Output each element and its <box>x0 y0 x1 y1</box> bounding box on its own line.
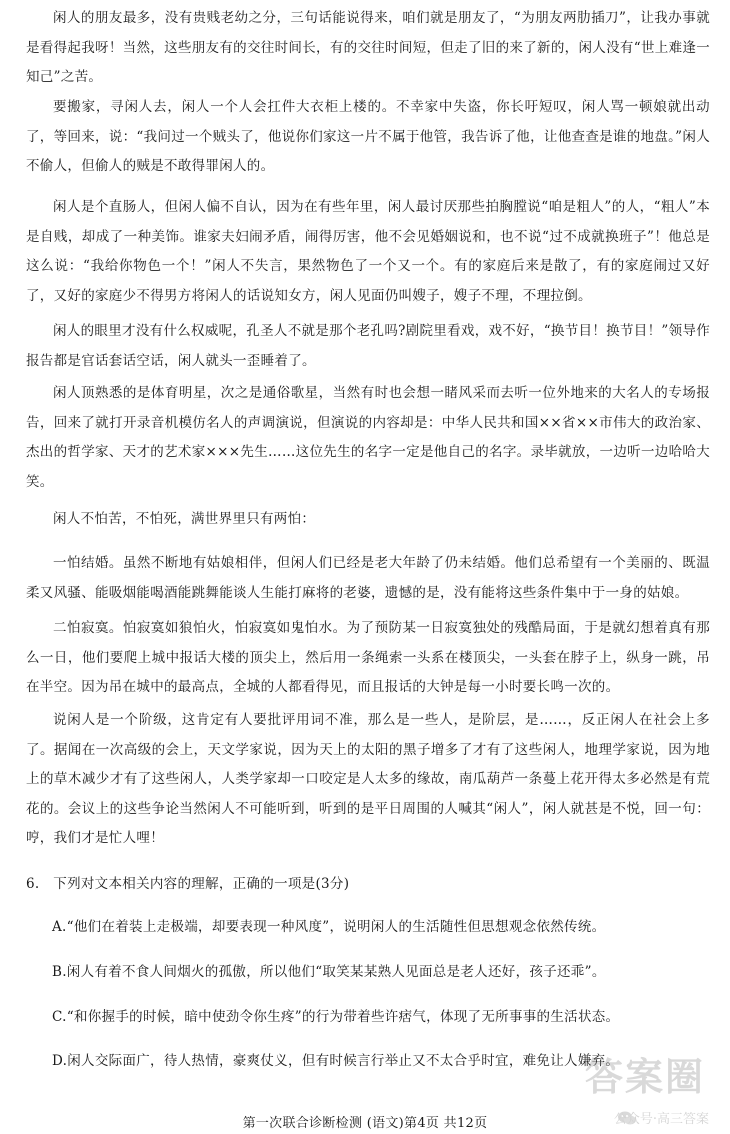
page-footer: 第一次联合诊断检测 (语文)第4页 共12页 <box>242 1116 488 1131</box>
watermark-text: 公众号·高三答案 <box>613 1112 709 1127</box>
watermark <box>555 1040 715 1130</box>
option-a: A.“他们在着装上走极端，却要表现一种风度”，说明闲人的生活随性但思想观念依然传统。 <box>52 919 606 935</box>
passage-paragraph-2: 要搬家，寻闲人去，闲人一个人会扛件大衣柜上楼的。不幸家中失盗，你长吁短叹，闲人骂一顿娘就出动了，等回来，说：“我问过一个贼头了，他说你们家这一片不属于他管，我告诉了他，让他查查是谁的地盘。”闲人不偷人，但偷人的贼是不敢得罪闲人的。 <box>26 99 710 174</box>
passage-paragraph-1: 闲人的朋友最多，没有贵贱老幼之分，三句话能说得来，咱们就是朋友了，“为朋友两肋插刀”，让我办事就是看得起我呀！当然，这些朋友有的交往时间长，有的交往时间短，但走了旧的来了新的，闲人没有“世上难逢一知己”之苦。 <box>26 10 710 85</box>
option-d: D.闲人交际面广，待人热情，豪爽仗义，但有时候言行举止又不太合乎时宜，难免让人嫌弃。 <box>52 1053 620 1069</box>
option-b: B.闲人有着不食人间烟火的孤傲，所以他们“取笑某某熟人见面总是老人还好，孩子还乖”。 <box>52 964 606 980</box>
option-c: C.“和你握手的时候，暗中使劲令你生疼”的行为带着些许痞气，体现了无所事事的生活状态。 <box>52 1009 620 1025</box>
passage-paragraph-5: 闲人顶熟悉的是体育明星，次之是通俗歌星，当然有时也会想一睹风采而去听一位外地来的大名人的专场报告，回来了就打开录音机模仿名人的声调演说，但演说的内容却是：中华人民共和国××省××市伟大的政治家、杰出的哲学家、天才的艺术家×××先生……这位先生的名字一定是他自己的名字。录毕就放，一边听一边哈哈大笑。 <box>26 385 710 490</box>
passage-paragraph-6: 闲人不怕苦，不怕死，满世界里只有两怕： <box>53 511 316 527</box>
watermark-logo: 答案圈 <box>584 1055 705 1099</box>
passage-paragraph-3: 闲人是个直肠人，但闲人偏不自认，因为在有些年里，闲人最讨厌那些拍胸膛说“咱是粗人”的人，“粗人”本是自贱，却成了一种美饰。谁家夫妇闹矛盾，闹得厉害，他不会见婚姻说和，也不说“过不成就换班子”！他总是这么说：“我给你物色一个！”闲人不失言，果然物色了一个又一个。有的家庭后来是散了，有的家庭闹过又好了，又好的家庭少不得男方将闲人的话说知女方，闲人见面仍叫嫂子，嫂子不理，不理拉倒。 <box>26 199 710 304</box>
passage-paragraph-9: 说闲人是一个阶级，这肯定有人要批评用词不准，那么是一些人，是阶层，是……，反正闲人在社会上多了。据闻在一次高级的会上，天文学家说，因为天上的太阳的黑子增多了才有了这些闲人，地理学家说，因为地上的草木减少才有了这些闲人，人类学家却一口咬定是人太多的缘故，南瓜葫芦一条蔓上花开得太多必然是有荒花的。会议上的这些争论当然闲人不可能听到，听到的是平日周围的人喊其“闲人”，闲人就甚是不悦，回一句：哼，我们才是忙人哩！ <box>26 712 710 846</box>
question-stem: 6. 下列对文本相关内容的理解，正确的一项是(3分) <box>26 876 350 892</box>
passage-paragraph-8: 二怕寂寞。怕寂寞如狼怕火，怕寂寞如鬼怕水。为了预防某一日寂寞独处的残酷局面，于是就幻想着真有那么一日，他们要爬上城中报话大楼的顶尖上，然后用一条绳索一头系在楼顶尖，一头套在脖子上，纵身一跳，吊在半空。因为吊在城中的最高点，全城的人都看得见，而且报话的大钟是每一小时要长鸣一次的。 <box>26 620 710 695</box>
passage-paragraph-4: 闲人的眼里才没有什么权威呢，孔圣人不就是那个老孔吗?剧院里看戏，戏不好，“换节目！换节目！”领导作报告都是官话套话空话，闲人就头一歪睡着了。 <box>26 323 710 369</box>
passage-paragraph-7: 一怕结婚。虽然不断地有姑娘相伴，但闲人们已经是老大年龄了仍未结婚。他们总希望有一个美丽的、既温柔又风骚、能吸烟能喝酒能跳舞能谈人生能打麻将的老婆，遗憾的是，没有能将这些条件集中于一身的姑娘。 <box>26 555 710 601</box>
